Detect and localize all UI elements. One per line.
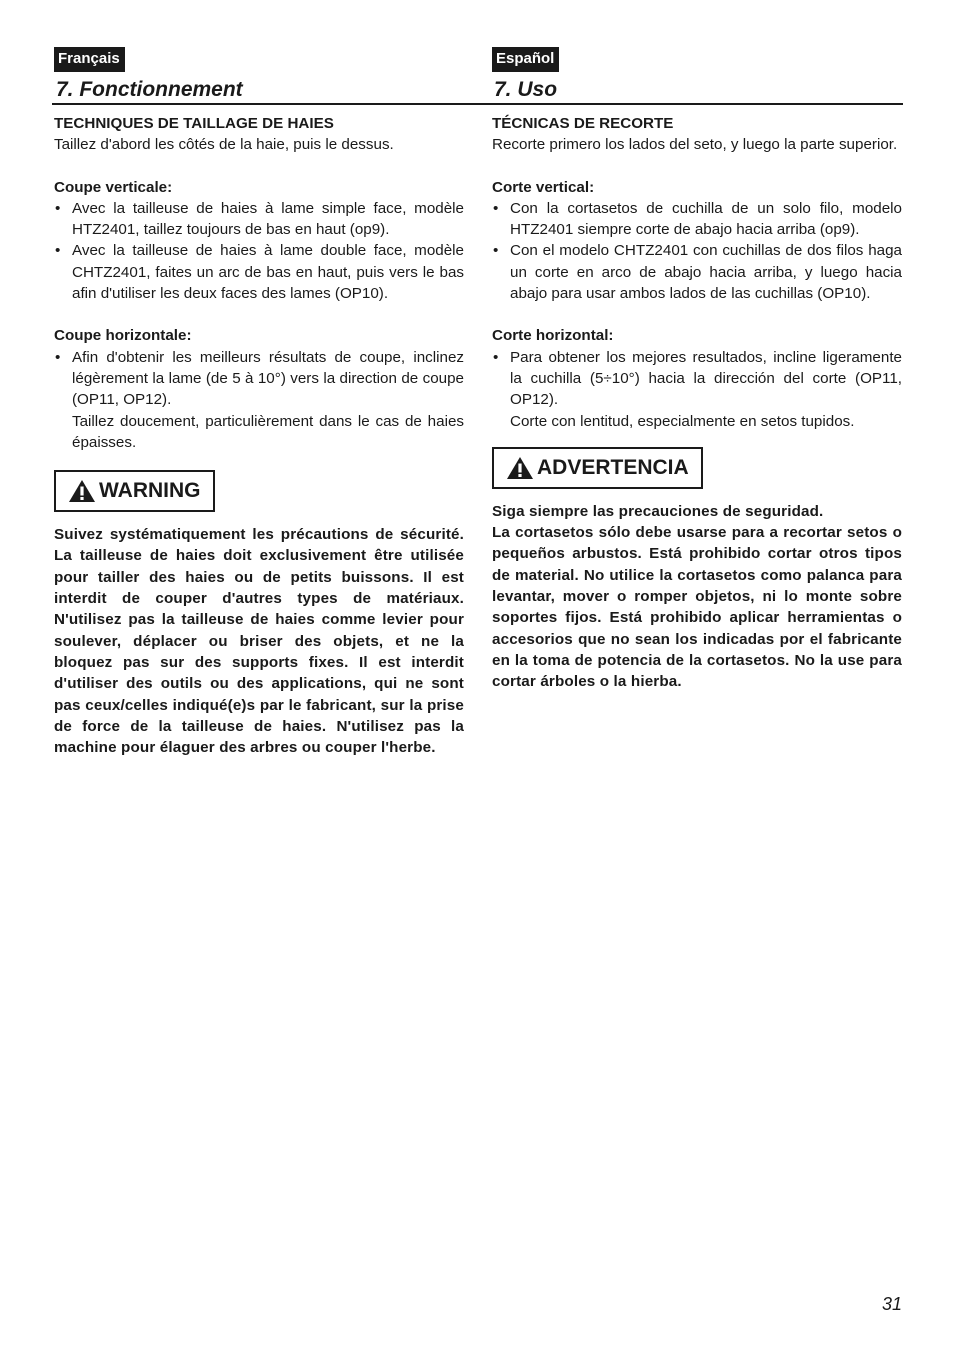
warning-box-es: [492, 447, 703, 489]
french-content: [54, 113, 464, 758]
list-item: • Avec la tailleuse de haies à lame double face, modèle CHTZ2401, faites un arc de bas en haut, puis vers le bas afin d'utiliser les deux faces des lames (OP10).: [54, 240, 464, 304]
section-title-fr: 7. Fonctionnement: [56, 78, 243, 101]
list-item: • Con el modelo CHTZ2401 con cuchillas de dos filos haga un corte en arco de abajo hacia arriba, y luego hacia abajo para usar ambos lados de las cuchillas (OP10).: [492, 240, 902, 304]
list-item: • Afin d'obtenir les meilleurs résultats de coupe, inclinez légèrement la lame (de 5 à 10°) vers la direction de coupe (OP11, OP12).: [54, 347, 464, 411]
horizontal-title-fr: Coupe horizontale:: [54, 327, 192, 345]
spanish-content: [492, 113, 902, 693]
techniques-heading-fr: TECHNIQUES DE TAILLAGE DE HAIES: [54, 115, 334, 132]
warning-text-fr: Suivez systématiquement les précautions de sécurité. La tailleuse de haies doit exclusivement être utilisée pour tailler des haies ou de petits buissons. Il est interdit de couper d'autres types de matériaux. N'utilisez pas la tailleuse de haies comme levier pour soulever, déplacer ou briser des objets, et ne la bloquez pas sur des supports fixes. Il est interdit d'utiliser des outils ou des applications, qui ne sont pas ceux/celles indiqué(e)s par le fabricant, sur la prise de force de la tailleuse de haies. N'utilisez pas la machine pour élaguer des arbres ou couper l'herbe.: [54, 526, 464, 757]
warning-box-fr: [54, 470, 215, 512]
horizontal-list-es: [492, 347, 902, 411]
page-number: 31: [881, 1294, 902, 1314]
french-header: [54, 47, 464, 102]
warning-triangle-icon: [68, 479, 96, 503]
language-tag-fr: Français: [54, 47, 125, 72]
warning-triangle-icon: [506, 456, 534, 480]
list-item: • Con la cortasetos de cuchilla de un solo filo, modelo HTZ2401 siempre corte de abajo hacia arriba (op9).: [492, 198, 902, 241]
header-divider: [52, 103, 903, 105]
warning-text-es: La cortasetos sólo debe usarse para a recortar setos o pequeños arbustos. Está prohibido cortar otros tipos de material. No utilice la cortasetos como palanca para levantar, mover o romper objetos, ni lo monte sobre soportes fijos. Está prohibido aplicar herramientas o accesorios que no sean los indicadas por el fabricante en la toma de potencia de la cortasetos. No la use para cortar árboles o la hierba.: [492, 524, 902, 691]
spanish-header: [492, 47, 902, 102]
vertical-title-es: Corte vertical:: [492, 178, 595, 196]
language-tag-es: Español: [492, 47, 559, 72]
horizontal-note-es: Corte con lentitud, especialmente en setos tupidos.: [510, 412, 855, 430]
horizontal-title-es: Corte horizontal:: [492, 327, 614, 345]
warning-label-es: ADVERTENCIA: [537, 455, 689, 479]
list-item: • Avec la tailleuse de haies à lame simple face, modèle HTZ2401, taillez toujours de bas en haut (op9).: [54, 198, 464, 241]
vertical-title-fr: Coupe verticale:: [54, 178, 173, 196]
section-title-es: 7. Uso: [494, 78, 558, 101]
warning-line1-es: Siga siempre las precauciones de seguridad.: [492, 502, 824, 520]
horizontal-list-fr: [54, 347, 464, 411]
horizontal-note-fr: Taillez doucement, particulièrement dans le cas de haies épaisses.: [72, 412, 464, 451]
vertical-list-fr: [54, 198, 464, 304]
intro-fr: Taillez d'abord les côtés de la haie, puis le dessus.: [54, 136, 394, 154]
techniques-heading-es: TÉCNICAS DE RECORTE: [492, 115, 674, 132]
warning-label-fr: WARNING: [99, 479, 201, 503]
intro-es: Recorte primero los lados del seto, y luego la parte superior.: [492, 136, 898, 154]
vertical-list-es: [492, 198, 902, 304]
list-item: • Para obtener los mejores resultados, incline ligeramente la cuchilla (5÷10°) hacia la dirección del corte (OP11, OP12).: [492, 347, 902, 411]
